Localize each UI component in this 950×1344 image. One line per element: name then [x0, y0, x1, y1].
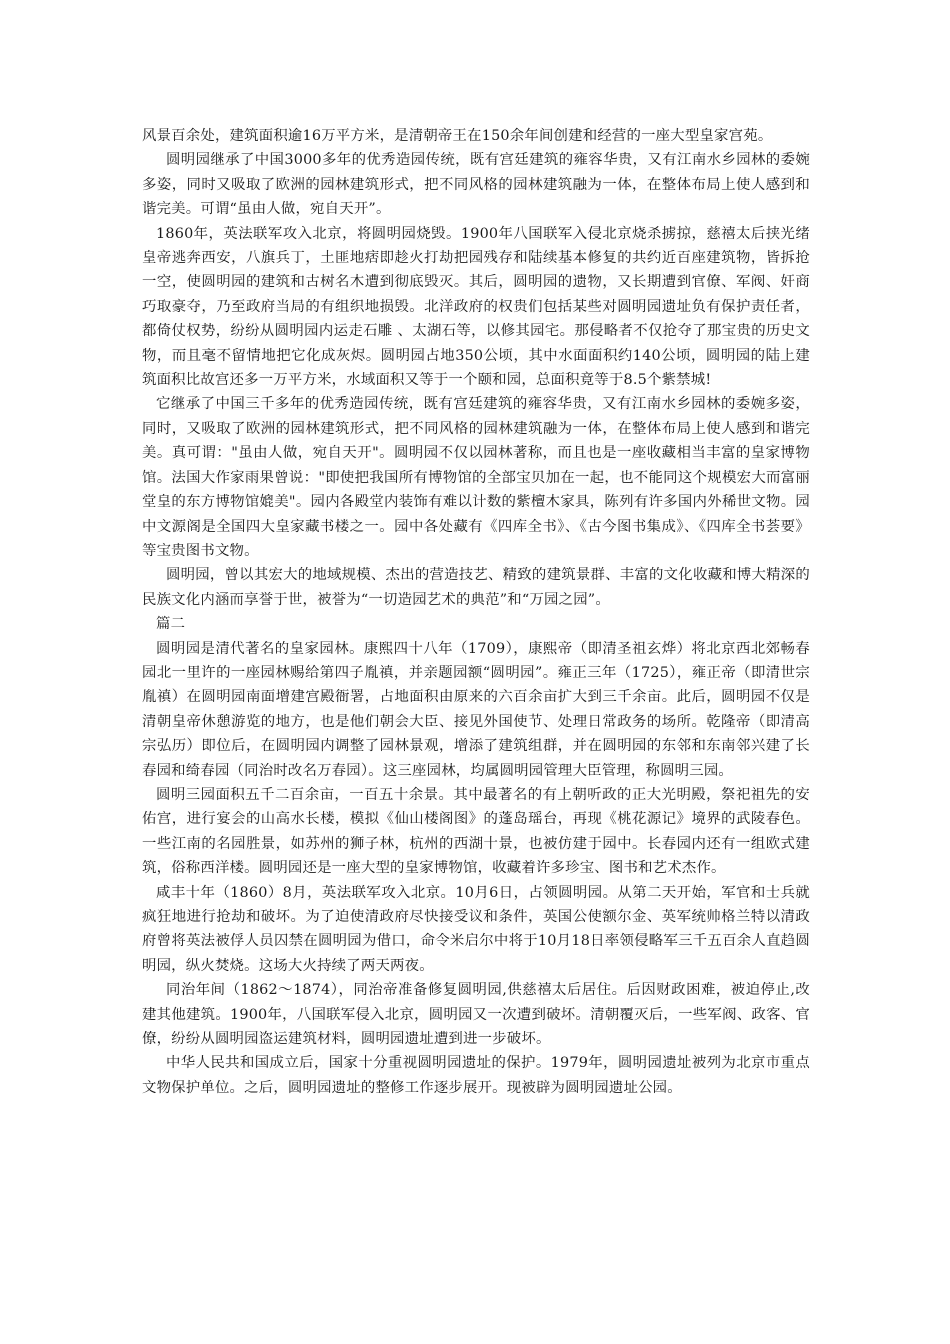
paragraph-garden-of-gardens: 圆明园，曾以其宏大的地域规模、杰出的营造技艺、精致的建筑景群、丰富的文化收藏和博大精深的民族文化内涵而享誉于世，被誉为“一切造园艺术的典范”和“万园之园”。 [142, 567, 810, 608]
paragraph-1860-burning: 1860年，英法联军攻入北京，将圆明园烧毁。1900年八国联军入侵北京烧杀掳掠，慈禧太后挟光绪皇帝逃奔西安，八旗兵丁，土匪地痞即趁火打劫把园残存和陆续基本修复的共约近百座建筑物，皆拆抢一空，使圆明园的建筑和古树名木遭到彻底毁灭。其后，圆明园的遗物，又长期遭到官僚、军阀、奸商巧取豪夺，乃至政府当局的有组织地损毁。北洋政府的权贵们包括某些对圆明园遗址负有保护责任者，都倚仗权势，纷纷从圆明园内运走石雕 、太湖石等，以修其园宅。那侵略者不仅抢夺了那宝贵的历史文物，而且毫不留情地把它化成灰烬。圆明园占地350公顷，其中水面面积约140公顷，圆明园的陆上建筑面积比故宫还多一万平方米，水域面积又等于一个颐和园，总面积竟等于8.5个紫禁城! [142, 225, 810, 389]
document-body [142, 124, 810, 1100]
paragraph-prc: 中华人民共和国成立后，国家十分重视圆明园遗址的保护。1979年，圆明园遗址被列为北京市重点文物保护单位。之后，圆明园遗址的整修工作逐步展开。现被辟为圆明园遗址公园。 [142, 1055, 810, 1096]
paragraph-museum: 它继承了中国三千多年的优秀造园传统，既有宫廷建筑的雍容华贵，又有江南水乡园林的委婉多姿，同时，又吸取了欧洲的园林建筑形式，把不同风格的园林建筑融为一体，在整体布局上使人感到和谐完美。真可谓："虽由人做，宛自天开"。圆明园不仅以园林著称，而且也是一座收藏相当丰富的皇家博物馆。法国大作家雨果曾说："即使把我国所有博物馆的全部宝贝加在一起，也不能同这个规模宏大而富丽堂皇的东方博物馆媲美"。园内各殿堂内装饰有难以计数的紫檀木家具，陈列有许多国内外稀世文物。园中文源阁是全国四大皇家藏书楼之一。园中各处藏有《四库全书》、《古今图书集成》、《四库全书荟要》等宝贵图书文物。 [142, 396, 810, 559]
section-heading-part-two: 篇二 [156, 616, 186, 633]
paragraph-xianfeng: 咸丰十年（1860）8月，英法联军攻入北京。10月6日，占领圆明园。从第二天开始，军官和士兵就疯狂地进行抢劫和破坏。为了迫使清政府尽快接受议和条件，英国公使额尔金、英军统帅格兰特以清政府曾将英法被俘人员囚禁在圆明园为借口，命令米启尔中将于10月18日率领侵略军三千五百余人直趋圆明园，纵火焚烧。这场大火持续了两天两夜。 [142, 884, 810, 974]
paragraph-tradition: 圆明园继承了中国3000多年的优秀造园传统，既有宫廷建筑的雍容华贵，又有江南水乡园林的委婉多姿，同时又吸取了欧洲的园林建筑形式，把不同风格的园林建筑融为一体，在整体布局上使人感到和谐完美。可谓“虽由人做，宛自天开”。 [142, 152, 810, 218]
paragraph-tongzhi: 同治年间（1862～1874），同治帝准备修复圆明园,供慈禧太后居住。后因财政困难，被迫停止,改建其他建筑。1900年，八国联军侵入北京，圆明园又一次遭到破坏。清朝覆灭后，一些军阀、政客、官僚，纷纷从圆明园盗运建筑材料，圆明园遗址遭到进一步破坏。 [142, 982, 810, 1048]
paragraph-continuation: 风景百余处，建筑面积逾16万平方米，是清朝帝王在150余年间创建和经营的一座大型皇家宫苑。 [142, 128, 773, 144]
paragraph-history: 圆明园是清代著名的皇家园林。康熙四十八年（1709），康熙帝（即清圣祖玄烨）将北京西北郊畅春园北一里许的一座园林赐给第四子胤禛，并亲题园额“圆明园”。雍正三年（1725），雍正帝（即清世宗胤禛）在圆明园南面增建宫殿衙署，占地面积由原来的六百余亩扩大到三千余亩。此后，圆明园不仅是清朝皇帝休憩游览的地方，也是他们朝会大臣、接见外国使节、处理日常政务的场所。乾隆帝（即清高宗弘历）即位后，在圆明园内调整了园林景观，增添了建筑组群，并在圆明园的东邻和东南邻兴建了长春园和绮春园（同治时改名万春园）。这三座园林，均属圆明园管理大臣管理，称圆明三园。 [142, 640, 810, 779]
paragraph-three-gardens: 圆明三园面积五千二百余亩，一百五十余景。其中最著名的有上朝听政的正大光明殿，祭祀祖先的安佑宫，进行宴会的山高水长楼，模拟《仙山楼阁图》的蓬岛瑶台，再现《桃花源记》境界的武陵春色。一些江南的名园胜景，如苏州的狮子林，杭州的西湖十景，也被仿建于园中。长春园内还有一组欧式建筑，俗称西洋楼。圆明园还是一座大型的皇家博物馆，收藏着许多珍宝、图书和艺术杰作。 [142, 786, 810, 877]
